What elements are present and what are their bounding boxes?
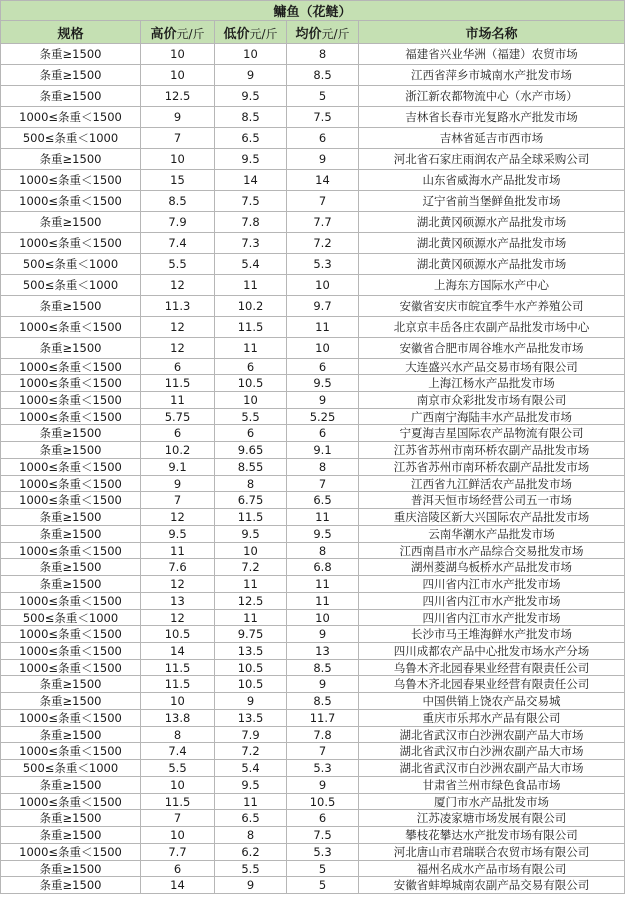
cell-high: 12	[141, 317, 215, 338]
table-row	[1, 794, 625, 810]
cell-low: 11.5	[215, 317, 287, 338]
cell-spec: 条重≥1500	[1, 338, 141, 359]
cell-low: 10	[215, 44, 287, 65]
cell-high: 11	[141, 543, 215, 559]
cell-spec: 1000≤条重＜1500	[1, 459, 141, 476]
cell-spec: 条重≥1500	[1, 442, 141, 459]
cell-low: 10	[215, 543, 287, 559]
cell-avg: 9	[287, 777, 359, 794]
cell-spec: 条重≥1500	[1, 149, 141, 170]
cell-spec: 1000≤条重＜1500	[1, 317, 141, 338]
cell-low: 6.75	[215, 492, 287, 509]
table-row	[1, 593, 625, 610]
cell-high: 12.5	[141, 86, 215, 107]
cell-spec: 条重≥1500	[1, 777, 141, 794]
cell-spec: 1000≤条重＜1500	[1, 392, 141, 409]
cell-low: 5.5	[215, 409, 287, 425]
cell-spec: 1000≤条重＜1500	[1, 409, 141, 425]
table-row	[1, 844, 625, 861]
cell-avg: 7	[287, 743, 359, 760]
cell-spec: 1000≤条重＜1500	[1, 359, 141, 375]
table-row	[1, 191, 625, 212]
cell-avg: 9	[287, 392, 359, 409]
cell-avg: 13	[287, 643, 359, 660]
cell-spec: 1000≤条重＜1500	[1, 794, 141, 810]
cell-avg: 9	[287, 149, 359, 170]
table-row	[1, 827, 625, 844]
table-row	[1, 559, 625, 576]
table-row	[1, 576, 625, 593]
table-row	[1, 254, 625, 275]
cell-high: 8.5	[141, 191, 215, 212]
cell-spec: 500≤条重＜1000	[1, 610, 141, 626]
table-row	[1, 459, 625, 476]
cell-market: 中国供销上饶农产品交易城	[359, 693, 625, 710]
cell-avg: 9.5	[287, 375, 359, 392]
cell-high: 11.3	[141, 296, 215, 317]
cell-low: 8	[215, 827, 287, 844]
cell-market: 江苏省苏州市南环桥农副产品批发市场	[359, 459, 625, 476]
cell-spec: 条重≥1500	[1, 810, 141, 827]
cell-market: 江苏凌家塘市场发展有限公司	[359, 810, 625, 827]
cell-high: 7	[141, 128, 215, 149]
cell-market: 山东省威海水产品批发市场	[359, 170, 625, 191]
cell-high: 10	[141, 149, 215, 170]
cell-avg: 5.3	[287, 844, 359, 861]
header-market: 市场名称	[359, 21, 625, 44]
cell-spec: 条重≥1500	[1, 861, 141, 877]
cell-high: 9	[141, 476, 215, 492]
table-row	[1, 338, 625, 359]
cell-market: 湖北黄冈硕源水产品批发市场	[359, 233, 625, 254]
cell-low: 9.5	[215, 526, 287, 543]
cell-market: 普洱天恒市场经营公司五一市场	[359, 492, 625, 509]
table-title: 鳙鱼（花鲢）	[1, 1, 625, 21]
cell-high: 7.4	[141, 233, 215, 254]
cell-low: 10.2	[215, 296, 287, 317]
cell-avg: 8	[287, 459, 359, 476]
cell-spec: 条重≥1500	[1, 526, 141, 543]
cell-avg: 9.5	[287, 526, 359, 543]
cell-high: 11.5	[141, 660, 215, 676]
cell-market: 安徽省蚌埠城南农副产品交易有限公司	[359, 877, 625, 894]
table-row	[1, 44, 625, 65]
cell-spec: 500≤条重＜1000	[1, 254, 141, 275]
cell-market: 厦门市水产品批发市场	[359, 794, 625, 810]
cell-low: 11	[215, 794, 287, 810]
cell-low: 13.5	[215, 710, 287, 727]
cell-low: 7.2	[215, 559, 287, 576]
cell-high: 8	[141, 727, 215, 743]
cell-spec: 1000≤条重＜1500	[1, 844, 141, 861]
table-row	[1, 296, 625, 317]
table-row	[1, 65, 625, 86]
cell-spec: 1000≤条重＜1500	[1, 233, 141, 254]
cell-avg: 11	[287, 317, 359, 338]
cell-market: 河北省石家庄雨润农产品全球采购公司	[359, 149, 625, 170]
header-low-unit: 元/斤	[249, 26, 278, 41]
cell-high: 15	[141, 170, 215, 191]
cell-market: 宁夏海吉星国际农产品物流有限公司	[359, 425, 625, 442]
cell-avg: 7.5	[287, 827, 359, 844]
cell-low: 12.5	[215, 593, 287, 610]
cell-market: 安徽省合肥市周谷堆水产品批发市场	[359, 338, 625, 359]
header-avg	[287, 21, 359, 44]
cell-avg: 8	[287, 543, 359, 559]
cell-market: 乌鲁木齐北园春果业经营有限责任公司	[359, 676, 625, 693]
cell-spec: 条重≥1500	[1, 65, 141, 86]
cell-high: 7.6	[141, 559, 215, 576]
cell-low: 10.5	[215, 676, 287, 693]
cell-market: 江西省九江鲜活农产品批发市场	[359, 476, 625, 492]
cell-market: 吉林省长春市光复路水产批发市场	[359, 107, 625, 128]
cell-spec: 1000≤条重＜1500	[1, 492, 141, 509]
cell-avg: 7	[287, 476, 359, 492]
cell-market: 河北唐山市君瑞联合农贸市场有限公司	[359, 844, 625, 861]
cell-avg: 5	[287, 877, 359, 894]
cell-low: 7.3	[215, 233, 287, 254]
cell-spec: 条重≥1500	[1, 693, 141, 710]
cell-avg: 6	[287, 128, 359, 149]
table-row	[1, 543, 625, 559]
cell-low: 6.2	[215, 844, 287, 861]
table-row	[1, 425, 625, 442]
table-row	[1, 693, 625, 710]
table-row	[1, 476, 625, 492]
table-row	[1, 317, 625, 338]
cell-low: 10.5	[215, 375, 287, 392]
cell-spec: 1000≤条重＜1500	[1, 626, 141, 643]
table-row	[1, 626, 625, 643]
cell-spec: 500≤条重＜1000	[1, 760, 141, 777]
table-row	[1, 392, 625, 409]
cell-high: 9.1	[141, 459, 215, 476]
cell-spec: 1000≤条重＜1500	[1, 660, 141, 676]
table-row	[1, 409, 625, 425]
cell-spec: 条重≥1500	[1, 827, 141, 844]
cell-high: 5.5	[141, 760, 215, 777]
cell-high: 5.5	[141, 254, 215, 275]
table-row	[1, 170, 625, 191]
cell-avg: 9.7	[287, 296, 359, 317]
cell-market: 上海江杨水产品批发市场	[359, 375, 625, 392]
cell-avg: 10.5	[287, 794, 359, 810]
cell-spec: 1000≤条重＜1500	[1, 593, 141, 610]
cell-high: 9	[141, 107, 215, 128]
cell-low: 9	[215, 65, 287, 86]
cell-spec: 条重≥1500	[1, 212, 141, 233]
cell-low: 13.5	[215, 643, 287, 660]
cell-market: 四川省内江市水产批发市场	[359, 593, 625, 610]
cell-avg: 11	[287, 593, 359, 610]
cell-market: 江苏省苏州市南环桥农副产品批发市场	[359, 442, 625, 459]
table-row	[1, 643, 625, 660]
cell-low: 6	[215, 359, 287, 375]
cell-high: 9.5	[141, 526, 215, 543]
cell-high: 11	[141, 392, 215, 409]
cell-spec: 条重≥1500	[1, 296, 141, 317]
cell-market: 湖北黄冈硕源水产品批发市场	[359, 212, 625, 233]
cell-high: 12	[141, 338, 215, 359]
cell-high: 10.5	[141, 626, 215, 643]
header-high	[141, 21, 215, 44]
cell-market: 福建省兴业华洲（福建）农贸市场	[359, 44, 625, 65]
cell-market: 江西省萍乡市城南水产批发市场	[359, 65, 625, 86]
cell-market: 长沙市马王堆海鲜水产批发市场	[359, 626, 625, 643]
table-row	[1, 375, 625, 392]
header-high-label: 高价	[150, 26, 177, 42]
cell-high: 6	[141, 359, 215, 375]
cell-low: 6.5	[215, 128, 287, 149]
cell-high: 12	[141, 576, 215, 593]
header-avg-unit: 元/斤	[321, 26, 350, 41]
cell-market: 四川省内江市水产批发市场	[359, 576, 625, 593]
cell-market: 四川省内江市水产批发市场	[359, 610, 625, 626]
cell-high: 7	[141, 492, 215, 509]
cell-low: 8	[215, 476, 287, 492]
cell-high: 7.4	[141, 743, 215, 760]
table-row	[1, 442, 625, 459]
cell-avg: 7.7	[287, 212, 359, 233]
table-row	[1, 810, 625, 827]
cell-spec: 条重≥1500	[1, 425, 141, 442]
cell-high: 14	[141, 643, 215, 660]
cell-high: 6	[141, 861, 215, 877]
cell-avg: 7.5	[287, 107, 359, 128]
cell-market: 湖州菱湖乌板桥水产品批发市场	[359, 559, 625, 576]
cell-avg: 6.8	[287, 559, 359, 576]
cell-high: 10	[141, 44, 215, 65]
cell-spec: 1000≤条重＜1500	[1, 476, 141, 492]
cell-market: 重庆市乐邦水产品有限公司	[359, 710, 625, 727]
cell-avg: 5.3	[287, 760, 359, 777]
cell-avg: 9	[287, 626, 359, 643]
table-row	[1, 526, 625, 543]
cell-low: 7.2	[215, 743, 287, 760]
cell-market: 福州名成水产品市场有限公司	[359, 861, 625, 877]
cell-low: 9.5	[215, 777, 287, 794]
cell-avg: 5.25	[287, 409, 359, 425]
cell-low: 8.5	[215, 107, 287, 128]
cell-low: 11	[215, 576, 287, 593]
cell-low: 5.4	[215, 760, 287, 777]
cell-low: 9	[215, 693, 287, 710]
cell-market: 江西南昌市水产品综合交易批发市场	[359, 543, 625, 559]
cell-avg: 6	[287, 810, 359, 827]
cell-low: 9	[215, 877, 287, 894]
header-high-unit: 元/斤	[176, 26, 205, 41]
cell-high: 12	[141, 610, 215, 626]
cell-low: 7.9	[215, 727, 287, 743]
table-row	[1, 676, 625, 693]
cell-low: 6.5	[215, 810, 287, 827]
cell-avg: 8.5	[287, 693, 359, 710]
cell-avg: 7.2	[287, 233, 359, 254]
cell-market: 云南华潮水产品批发市场	[359, 526, 625, 543]
cell-avg: 10	[287, 338, 359, 359]
cell-high: 10	[141, 693, 215, 710]
cell-market: 上海东方国际水产中心	[359, 275, 625, 296]
cell-avg: 11.7	[287, 710, 359, 727]
header-avg-label: 均价	[295, 26, 322, 42]
cell-market: 南京市众彩批发市场有限公司	[359, 392, 625, 409]
cell-low: 10	[215, 392, 287, 409]
cell-market: 攀枝花攀达水产批发市场有限公司	[359, 827, 625, 844]
cell-spec: 1000≤条重＜1500	[1, 107, 141, 128]
table-row	[1, 509, 625, 526]
cell-market: 湖北省武汉市白沙洲农副产品大市场	[359, 743, 625, 760]
cell-avg: 9.1	[287, 442, 359, 459]
table-row	[1, 233, 625, 254]
cell-low: 11.5	[215, 509, 287, 526]
cell-high: 6	[141, 425, 215, 442]
table-row	[1, 861, 625, 877]
cell-market: 吉林省延吉市西市场	[359, 128, 625, 149]
table-row	[1, 86, 625, 107]
cell-low: 7.5	[215, 191, 287, 212]
table-row	[1, 107, 625, 128]
cell-spec: 1000≤条重＜1500	[1, 710, 141, 727]
table-row	[1, 727, 625, 743]
cell-low: 9.65	[215, 442, 287, 459]
cell-high: 10	[141, 827, 215, 844]
cell-low: 10.5	[215, 660, 287, 676]
cell-avg: 6	[287, 359, 359, 375]
cell-low: 9.5	[215, 86, 287, 107]
cell-avg: 9	[287, 676, 359, 693]
cell-avg: 7	[287, 191, 359, 212]
header-spec: 规格	[1, 21, 141, 44]
cell-low: 11	[215, 338, 287, 359]
cell-low: 5.5	[215, 861, 287, 877]
cell-low: 11	[215, 610, 287, 626]
table-row	[1, 492, 625, 509]
cell-avg: 11	[287, 509, 359, 526]
header-low	[215, 21, 287, 44]
table-row	[1, 149, 625, 170]
cell-spec: 1000≤条重＜1500	[1, 743, 141, 760]
cell-spec: 1000≤条重＜1500	[1, 191, 141, 212]
cell-high: 7.9	[141, 212, 215, 233]
table-row	[1, 610, 625, 626]
cell-spec: 条重≥1500	[1, 86, 141, 107]
cell-high: 7	[141, 810, 215, 827]
cell-high: 11.5	[141, 375, 215, 392]
cell-high: 13.8	[141, 710, 215, 727]
cell-avg: 10	[287, 275, 359, 296]
cell-market: 湖北黄冈硕源水产品批发市场	[359, 254, 625, 275]
cell-high: 14	[141, 877, 215, 894]
table-row	[1, 877, 625, 894]
table-row	[1, 212, 625, 233]
cell-avg: 14	[287, 170, 359, 191]
header-low-label: 低价	[223, 26, 250, 42]
cell-low: 8.55	[215, 459, 287, 476]
cell-market: 甘肃省兰州市绿色食品市场	[359, 777, 625, 794]
cell-high: 11.5	[141, 676, 215, 693]
cell-market: 广西南宁海陆丰水产品批发市场	[359, 409, 625, 425]
table-row	[1, 710, 625, 727]
cell-market: 辽宁省前当堡鲜鱼批发市场	[359, 191, 625, 212]
cell-low: 14	[215, 170, 287, 191]
cell-high: 7.7	[141, 844, 215, 861]
cell-avg: 8	[287, 44, 359, 65]
cell-spec: 条重≥1500	[1, 509, 141, 526]
cell-market: 安徽省安庆市皖宜季牛水产养殖公司	[359, 296, 625, 317]
cell-avg: 6.5	[287, 492, 359, 509]
cell-market: 浙江新农都物流中心（水产市场）	[359, 86, 625, 107]
cell-high: 11.5	[141, 794, 215, 810]
cell-low: 5.4	[215, 254, 287, 275]
cell-low: 11	[215, 275, 287, 296]
cell-spec: 条重≥1500	[1, 44, 141, 65]
cell-spec: 500≤条重＜1000	[1, 275, 141, 296]
cell-spec: 1000≤条重＜1500	[1, 375, 141, 392]
cell-market: 四川成都农产品中心批发市场水产分场	[359, 643, 625, 660]
cell-spec: 1000≤条重＜1500	[1, 170, 141, 191]
cell-avg: 7.8	[287, 727, 359, 743]
cell-market: 湖北省武汉市白沙洲农副产品大市场	[359, 727, 625, 743]
cell-low: 9.5	[215, 149, 287, 170]
cell-low: 7.8	[215, 212, 287, 233]
cell-spec: 条重≥1500	[1, 676, 141, 693]
cell-spec: 500≤条重＜1000	[1, 128, 141, 149]
cell-spec: 1000≤条重＜1500	[1, 543, 141, 559]
cell-spec: 条重≥1500	[1, 877, 141, 894]
table-row	[1, 777, 625, 794]
cell-spec: 条重≥1500	[1, 559, 141, 576]
cell-avg: 5	[287, 86, 359, 107]
cell-avg: 8.5	[287, 660, 359, 676]
cell-avg: 6	[287, 425, 359, 442]
cell-market: 北京京丰岳各庄农副产品批发市场中心	[359, 317, 625, 338]
cell-avg: 10	[287, 610, 359, 626]
table-row	[1, 660, 625, 676]
cell-market: 重庆涪陵区新大兴国际农产品批发市场	[359, 509, 625, 526]
cell-high: 10	[141, 65, 215, 86]
table-row	[1, 760, 625, 777]
cell-spec: 1000≤条重＜1500	[1, 643, 141, 660]
cell-high: 10	[141, 777, 215, 794]
cell-avg: 5	[287, 861, 359, 877]
cell-high: 10.2	[141, 442, 215, 459]
cell-high: 12	[141, 275, 215, 296]
table-row	[1, 275, 625, 296]
cell-low: 6	[215, 425, 287, 442]
table-row	[1, 743, 625, 760]
cell-high: 12	[141, 509, 215, 526]
cell-high: 13	[141, 593, 215, 610]
cell-high: 5.75	[141, 409, 215, 425]
cell-avg: 8.5	[287, 65, 359, 86]
cell-market: 大连盛兴水产品交易市场有限公司	[359, 359, 625, 375]
cell-avg: 5.3	[287, 254, 359, 275]
cell-spec: 条重≥1500	[1, 576, 141, 593]
cell-low: 9.75	[215, 626, 287, 643]
cell-market: 乌鲁木齐北园春果业经营有限责任公司	[359, 660, 625, 676]
table-row	[1, 359, 625, 375]
cell-avg: 11	[287, 576, 359, 593]
cell-market: 湖北省武汉市白沙洲农副产品大市场	[359, 760, 625, 777]
table-row	[1, 128, 625, 149]
cell-spec: 条重≥1500	[1, 727, 141, 743]
